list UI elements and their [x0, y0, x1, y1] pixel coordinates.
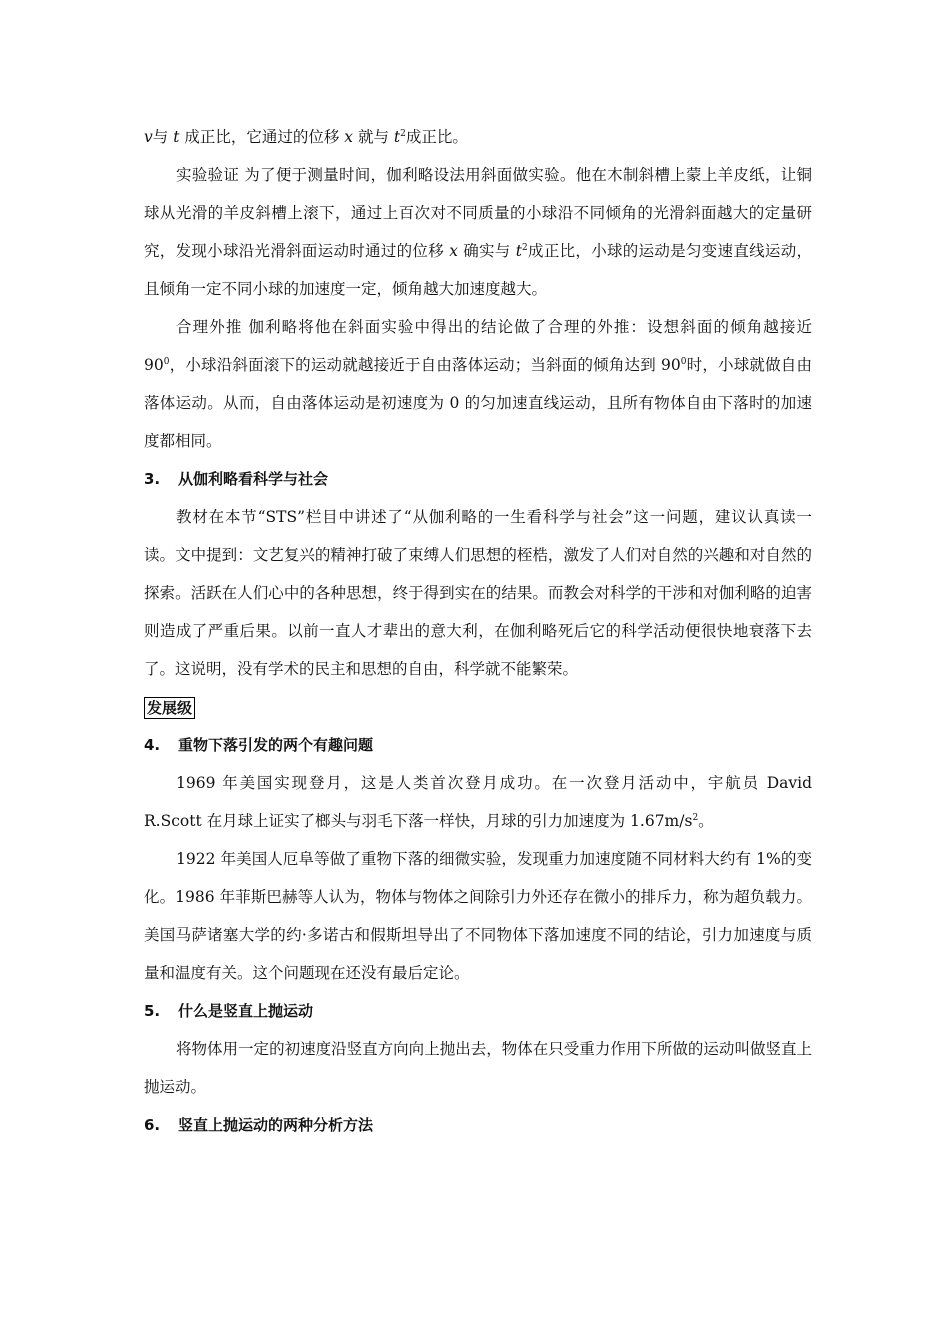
paragraph-science-society: 教材在本节“STS”栏目中讲述了“从伽利略的一生看科学与社会”这一问题，建议认真读一读。文中提到：文艺复兴的精神打破了束缚人们思想的桎梏，激发了人们对自然的兴趣和对自然的探索。活跃在人们心中的各种思想，终于得到实在的结果。而教会对科学的干涉和对伽利略的迫害则造成了严重后果。以前一直人才辈出的意大利，在伽利略死后它的科学活动便很快地衰落下去了。这说明，没有学术的民主和思想的自由，科学就不能繁荣。 [144, 508, 812, 678]
section-heading-4 [144, 726, 812, 764]
text-run: 成正比。 [405, 128, 468, 146]
section-title: 竖直上抛运动的两种分析方法 [178, 1116, 374, 1134]
level-tag: 发展级 [144, 697, 195, 719]
symbol-v: v [144, 128, 153, 146]
text-run: 1969 年美国实现登月，这是人类首次登月成功。在一次登月活动中，宇航员 David R.Scott 在月球上证实了榔头与羽毛下落一样快，月球的引力加速度为 1.67m/s [144, 774, 812, 830]
symbol-t: t [393, 128, 401, 146]
paragraph-experiment [144, 156, 812, 308]
paragraph-moon-landing [144, 764, 812, 840]
superscript: 2 [400, 128, 406, 139]
paragraph-vertical-throw: 将物体用一定的初速度沿竖直方向向上抛出去，物体在只受重力作用下所做的运动叫做竖直上抛运动。 [144, 1040, 812, 1096]
section-number: 5. [144, 1002, 161, 1020]
text-run: 成正比，它通过的位移 [179, 128, 345, 146]
superscript: 2 [522, 242, 528, 253]
section-heading-3 [144, 460, 812, 498]
superscript: 0 [163, 356, 170, 367]
text-run: 实验验证 为了便于测量时间，伽利略设法用斜面做实验。他在木制斜槽上蒙上羊皮纸，让铜球从光滑的羊皮斜槽上滚下，通过上百次对不同质量的小球沿不同倾角的光滑斜面越大的定量研究，发现小球沿光滑斜面运动时通过的位移 [144, 166, 812, 260]
section-title: 什么是竖直上抛运动 [178, 1002, 314, 1020]
symbol-x: x [449, 242, 458, 260]
section-title: 重物下落引发的两个有趣问题 [178, 736, 374, 754]
paragraph-extrapolation [144, 308, 812, 460]
superscript: 0 [680, 356, 687, 367]
paragraph-fall-experiments: 1922 年美国人厄阜等做了重物下落的细微实验，发现重力加速度随不同材料大约有 1%的变化。1986 年菲斯巴赫等人认为，物体与物体之间除引力外还存在微小的排斥力，称为超负载力。美国马萨诸塞大学的约·多诺古和假斯坦导出了不同物体下落加速度不同的结论，引力加速度与质量和温度有关。这个问题现在还没有最后定论。 [144, 850, 812, 982]
section-number: 4. [144, 736, 161, 754]
paragraph-proportionality [144, 118, 812, 156]
superscript: 2 [692, 812, 699, 823]
text-run: 就与 [353, 128, 394, 146]
symbol-x: x [344, 128, 354, 146]
text-run: 与 [152, 128, 174, 146]
symbol-t: t [515, 242, 523, 260]
text-run: 成正比，小球的运动是匀变速直线运动，且倾角一定不同小球的加速度一定，倾角越大加速度越大。 [144, 242, 812, 298]
text-run: 确实与 [457, 242, 516, 260]
text-run: 。 [698, 812, 714, 830]
level-tag-row [144, 688, 812, 726]
section-heading-5 [144, 992, 812, 1030]
section-number: 6. [144, 1116, 161, 1134]
text-run: 时，小球就做自由落体运动。从而，自由落体运动是初速度为 0 的匀加速直线运动，且所有物体自由下落时的加速度都相同。 [144, 356, 812, 450]
document-body [144, 118, 812, 1144]
symbol-t: t [173, 128, 180, 146]
text-run: 合理外推 伽利略将他在斜面实验中得出的结论做了合理的外推：设想斜面的倾角越接近 90 [144, 318, 812, 374]
section-number: 3. [144, 470, 161, 488]
section-heading-6 [144, 1106, 812, 1144]
text-run: ，小球沿斜面滚下的运动就越接近于自由落体运动；当斜面的倾角达到 90 [169, 356, 681, 374]
section-title: 从伽利略看科学与社会 [178, 470, 329, 488]
